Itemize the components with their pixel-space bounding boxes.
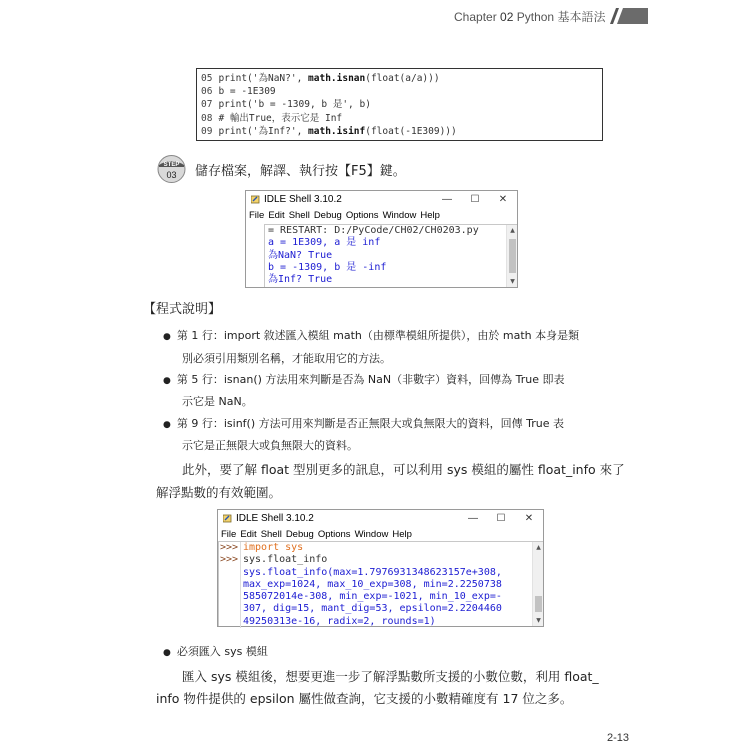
shell-line: 307, dig=15, mant_dig=53, epsilon=2.2204460: [243, 603, 502, 615]
maximize-icon[interactable]: ☐: [496, 513, 506, 524]
shell-output[interactable]: [264, 224, 517, 287]
menu-shell[interactable]: Shell: [288, 209, 310, 221]
svg-text:03: 03: [166, 170, 177, 180]
shell-line: b = -1309, b 是 -inf: [268, 261, 387, 273]
scroll-up-icon[interactable]: ▲: [510, 227, 515, 234]
shell-line: 49250313e-16, radix=2, rounds=1): [243, 615, 436, 627]
body-paragraph-line: info 物件提供的 epsilon 屬性做查詢，它支援的小數精確度有 17 位之多。: [156, 691, 573, 706]
bullet-icon: ●: [163, 648, 171, 658]
note-item: ● 必須匯入 sys 模組: [163, 645, 268, 658]
explanation-item: ● 第 5 行：isnan() 方法用來判斷是否為 NaN（非數字）資料，回傳為 True 即表: [163, 373, 565, 386]
minimize-icon[interactable]: —: [442, 194, 452, 205]
code-line: 05 print('為NaN?', math.isnan(float(a/a))): [201, 73, 440, 84]
page-number: 2-13: [607, 732, 630, 744]
menu-window[interactable]: Window: [354, 528, 389, 540]
svg-text:STEP: STEP: [163, 162, 180, 168]
shell-line: max_exp=1024, max_10_exp=308, min=2.2250738: [243, 578, 502, 590]
body-paragraph-line: 此外，要了解 float 型別更多的訊息，可以利用 sys 模組的屬性 float_info 來了: [182, 462, 625, 477]
idle-shell-window: [245, 190, 518, 288]
menu-edit[interactable]: Edit: [240, 528, 257, 540]
shell-line: 為Inf? True: [268, 274, 333, 286]
idle-shell-window: [217, 509, 544, 627]
chapter-number: 02: [500, 10, 514, 24]
code-line: 09 print('為Inf?', math.isinf(float(-1E309))): [201, 125, 457, 137]
shell-line: sys.float_info(max=1.7976931348623157e+308,: [243, 566, 502, 578]
menu-options[interactable]: Options: [317, 528, 351, 540]
maximize-icon[interactable]: ☐: [470, 194, 480, 205]
scrollbar-thumb[interactable]: [535, 596, 542, 612]
shell-line: 585072014e-308, min_exp=-1021, min_10_exp=-: [243, 591, 502, 603]
minimize-icon[interactable]: —: [468, 513, 478, 524]
explanation-item-cont: 示它是正無限大或負無限大的資料。: [182, 439, 358, 452]
bullet-icon: ●: [163, 420, 171, 430]
body-paragraph-line: 匯入 sys 模組後，想要更進一步了解浮點數所支援的小數位數，利用 float_: [182, 669, 599, 684]
shell-line: sys.float_info: [243, 554, 328, 566]
shell-line: a = 1E309, a 是 inf: [268, 237, 381, 249]
prompt-marker: >>>: [220, 554, 239, 566]
window-title: IDLE Shell 3.10.2: [236, 513, 314, 524]
menu-help[interactable]: Help: [392, 528, 412, 540]
window-titlebar[interactable]: [246, 191, 517, 208]
menu-options[interactable]: Options: [345, 209, 379, 221]
step-instruction: 儲存檔案，解譯、執行按【F5】鍵。: [195, 164, 406, 179]
menu-bar: [218, 527, 543, 541]
body-paragraph-line: 解浮點數的有效範圍。: [156, 485, 282, 500]
explanation-item: ● 第 9 行：isinf() 方法可用來判斷是否正無限大或負無限大的資料，回傳 True 表: [163, 417, 564, 430]
menu-edit[interactable]: Edit: [268, 209, 285, 221]
code-listing: [196, 68, 603, 141]
close-icon[interactable]: ✕: [524, 513, 534, 524]
close-icon[interactable]: ✕: [498, 194, 508, 205]
explanation-title: 【程式說明】: [143, 302, 222, 317]
window-titlebar[interactable]: [218, 510, 543, 527]
code-line: 07 print('b = -1309, b 是', b): [201, 99, 371, 111]
menu-debug[interactable]: Debug: [285, 528, 314, 540]
shell-output[interactable]: [218, 541, 543, 626]
explanation-item-cont: 示它是 NaN。: [182, 395, 253, 408]
explanation-item-cont: 別必須引用類別名稱，才能取用它的方法。: [182, 352, 391, 365]
idle-icon: [251, 195, 260, 204]
vertical-scrollbar[interactable]: [532, 542, 543, 626]
chapter-label: Chapter: [454, 10, 497, 24]
step-badge: [157, 154, 186, 183]
explanation-item: ● 第 1 行：import 敘述匯入模組 math（由標準模組所提供），由於 math 本身是類: [163, 329, 580, 342]
shell-line: 為NaN? True: [268, 249, 333, 261]
scroll-down-icon[interactable]: ▼: [510, 278, 515, 285]
code-line: 06 b = -1E309: [201, 86, 276, 98]
bullet-icon: ●: [163, 376, 171, 386]
scroll-down-icon[interactable]: ▼: [536, 617, 541, 624]
bullet-icon: ●: [163, 332, 171, 342]
menu-debug[interactable]: Debug: [313, 209, 342, 221]
menu-file[interactable]: File: [249, 209, 265, 221]
shell-line: import sys: [243, 542, 304, 553]
header-stripes-decoration: [604, 8, 648, 24]
menu-help[interactable]: Help: [420, 209, 440, 221]
idle-icon: [223, 514, 232, 523]
window-title: IDLE Shell 3.10.2: [264, 194, 342, 205]
menu-shell[interactable]: Shell: [260, 528, 282, 540]
code-line: 08 # 輸出True，表示它是 Inf: [201, 112, 343, 124]
vertical-scrollbar[interactable]: [506, 225, 517, 287]
prompt-marker: >>>: [220, 542, 239, 553]
menu-bar: [246, 208, 517, 222]
scrollbar-thumb[interactable]: [509, 239, 516, 273]
chapter-title: Python 基本語法: [516, 10, 606, 24]
scroll-up-icon[interactable]: ▲: [536, 544, 541, 551]
chapter-header: [454, 8, 605, 24]
menu-file[interactable]: File: [221, 528, 237, 540]
menu-window[interactable]: Window: [382, 209, 417, 221]
shell-line: = RESTART: D:/PyCode/CH02/CH0203.py: [268, 225, 479, 236]
